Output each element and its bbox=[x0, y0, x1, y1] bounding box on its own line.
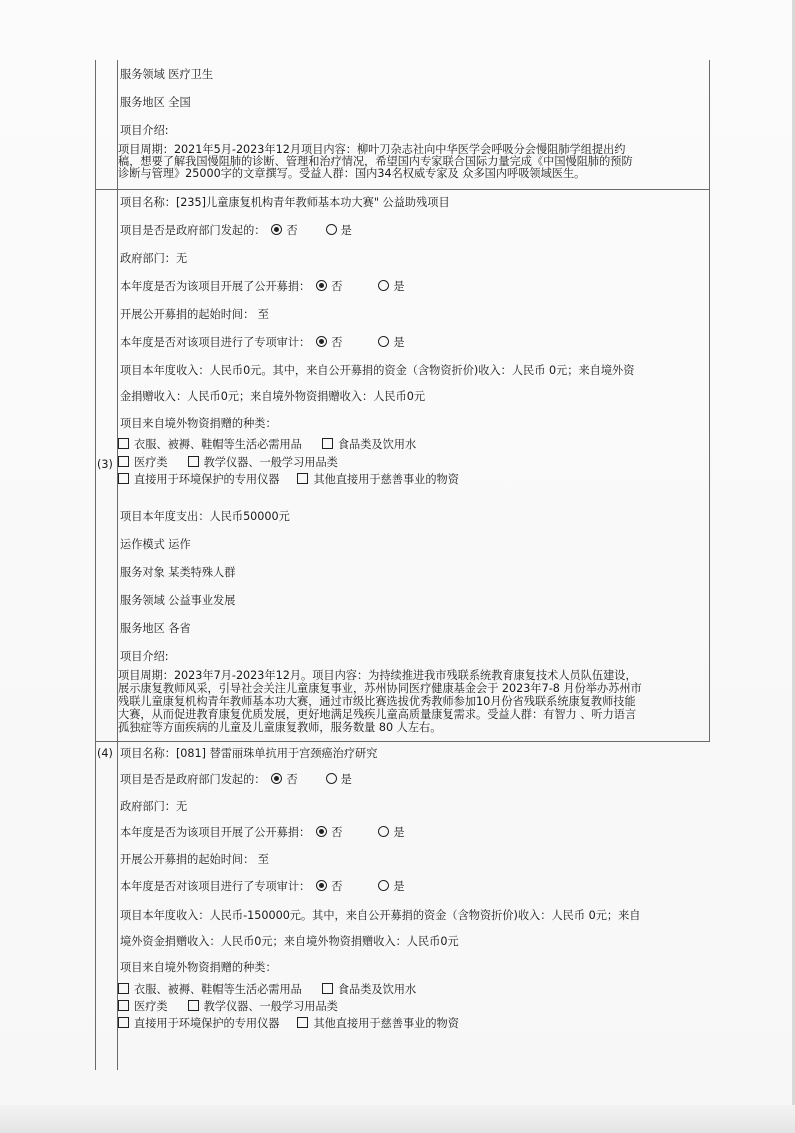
intro-line: 孤独症等方面疾病的儿童及儿童康复教师，服务数量 80 人左右。 bbox=[118, 721, 442, 734]
checkbox-environment[interactable] bbox=[118, 473, 129, 484]
goods-type-label: 项目来自境外物资捐赠的种类： bbox=[120, 961, 277, 974]
question-label: 本年度是否为该项目开展了公开募捐： bbox=[120, 280, 311, 293]
row-divider bbox=[95, 741, 710, 742]
intro-line: 项目周期：2021年5月-2023年12月项目内容：柳叶刀杂志社向中华医学会呼吸分会慢阻肺学组提出约 bbox=[118, 143, 626, 156]
checkbox-label: 医疗类 bbox=[134, 1000, 168, 1013]
checkbox-medical[interactable] bbox=[118, 1000, 129, 1011]
gov-dept: 政府部门：无 bbox=[120, 800, 188, 813]
option-yes-label: 是 bbox=[340, 773, 352, 786]
checkbox-row bbox=[118, 1000, 338, 1014]
question-label: 本年度是否为该项目开展了公开募捐： bbox=[120, 826, 311, 839]
checkbox-medical[interactable] bbox=[118, 456, 129, 467]
expense: 项目本年度支出：人民币50000元 bbox=[120, 510, 290, 523]
operation-mode: 运作模式 运作 bbox=[120, 538, 191, 551]
checkbox-row bbox=[118, 438, 416, 452]
service-area: 服务领域 医疗卫生 bbox=[120, 68, 214, 81]
question-label: 项目是否是政府部门发起的： bbox=[120, 224, 266, 237]
fundraise-question bbox=[120, 280, 405, 294]
radio-yes[interactable] bbox=[326, 773, 337, 784]
income-line: 金捐赠收入：人民币0元；来自境外物资捐赠收入：人民币0元 bbox=[120, 390, 426, 403]
audit-question bbox=[120, 880, 405, 894]
radio-yes[interactable] bbox=[326, 224, 337, 235]
radio-no-selected[interactable] bbox=[271, 224, 282, 235]
option-yes-label: 是 bbox=[393, 880, 405, 893]
checkbox-label: 衣服、被褥、鞋帽等生活必需用品 bbox=[134, 438, 302, 451]
question-label: 项目是否是政府部门发起的： bbox=[120, 773, 266, 786]
intro-line: 残联儿童康复机构青年教师基本功大赛，通过市级比赛选拔优秀教师参加10月份省残联系统康复教师技能 bbox=[118, 695, 636, 708]
checkbox-label: 直接用于环境保护的专用仪器 bbox=[134, 473, 280, 486]
intro-line: 稿，想要了解我国慢阻肺的诊断、管理和治疗情况，希望国内专家联合国际力量完成《中国慢阻肺的预防 bbox=[118, 155, 633, 168]
row-number: (4) bbox=[97, 747, 113, 760]
row-divider bbox=[95, 189, 710, 190]
gov-initiated-question bbox=[120, 224, 352, 238]
radio-no-selected[interactable] bbox=[316, 880, 327, 891]
radio-no-selected[interactable] bbox=[316, 336, 327, 347]
checkbox-label: 教学仪器、一般学习用品类 bbox=[203, 456, 338, 469]
service-region: 服务地区 全国 bbox=[120, 96, 191, 109]
option-yes-label: 是 bbox=[393, 826, 405, 839]
checkbox-label: 其他直接用于慈善事业的物资 bbox=[313, 473, 459, 486]
checkbox-teaching[interactable] bbox=[188, 1000, 199, 1011]
service-target: 服务对象 某类特殊人群 bbox=[120, 566, 236, 579]
option-no-label: 否 bbox=[286, 224, 298, 237]
intro-line: 大赛，从而促进教育康复优质发展，更好地满足残疾儿童高质量康复需求。受益人群：有智力 、听力语言 bbox=[118, 708, 637, 721]
scan-edge-bottom bbox=[0, 1105, 795, 1133]
radio-no-selected[interactable] bbox=[316, 826, 327, 837]
service-area: 服务领域 公益事业发展 bbox=[120, 594, 236, 607]
option-yes-label: 是 bbox=[393, 280, 405, 293]
project-name: 项目名称：[235]儿童康复机构青年教师基本功大赛" 公益助残项目 bbox=[120, 196, 450, 209]
goods-type-label: 项目来自境外物资捐赠的种类： bbox=[120, 417, 277, 430]
checkbox-environment[interactable] bbox=[118, 1017, 129, 1028]
option-no-label: 否 bbox=[331, 336, 343, 349]
checkbox-other-charity[interactable] bbox=[297, 1017, 308, 1028]
question-label: 本年度是否对该项目进行了专项审计： bbox=[120, 880, 311, 893]
checkbox-food[interactable] bbox=[322, 983, 333, 994]
option-no-label: 否 bbox=[286, 773, 298, 786]
intro-label: 项目介绍: bbox=[120, 124, 169, 137]
checkbox-label: 衣服、被褥、鞋帽等生活必需用品 bbox=[134, 983, 302, 996]
radio-yes[interactable] bbox=[378, 336, 389, 347]
gov-dept: 政府部门：无 bbox=[120, 252, 188, 265]
checkbox-row bbox=[118, 983, 416, 997]
checkbox-label: 直接用于环境保护的专用仪器 bbox=[134, 1017, 280, 1030]
checkbox-row bbox=[118, 473, 459, 487]
intro-line: 展示康复教师风采，引导社会关注儿童康复事业，苏州协同医疗健康基金会于 2023年7-8 月份举办苏州市 bbox=[118, 682, 642, 695]
table-inner-border bbox=[117, 60, 118, 1070]
option-no-label: 否 bbox=[331, 880, 343, 893]
income-line: 项目本年度收入：人民币-150000元。其中，来自公开募捐的资金（含物资折价)收入：人民币 0元；来自 bbox=[120, 909, 641, 922]
checkbox-label: 食品类及饮用水 bbox=[337, 983, 417, 996]
fundraise-time: 开展公开募捐的起始时间： 至 bbox=[120, 308, 269, 321]
service-region: 服务地区 各省 bbox=[120, 622, 191, 635]
checkbox-teaching[interactable] bbox=[188, 456, 199, 467]
project-name: 项目名称：[081] 替雷丽珠单抗用于宫颈癌治疗研究 bbox=[120, 747, 378, 760]
income-line: 项目本年度收入：人民币0元。其中，来自公开募捐的资金（含物资折价)收入：人民币 0元；来自境外资 bbox=[120, 364, 635, 377]
checkbox-clothes[interactable] bbox=[118, 983, 129, 994]
intro-line: 项目周期：2023年7月-2023年12月。项目内容：为持续推进我市残联系统教育康复技术人员队伍建设， bbox=[118, 669, 637, 682]
checkbox-row bbox=[118, 1017, 459, 1031]
intro-line: 诊断与管理》25000字的文章撰写。受益人群：国内34名权威专家及 众多国内呼吸领域医生。 bbox=[118, 167, 586, 180]
checkbox-row bbox=[118, 456, 338, 470]
radio-yes[interactable] bbox=[378, 880, 389, 891]
option-yes-label: 是 bbox=[393, 336, 405, 349]
option-no-label: 否 bbox=[331, 280, 343, 293]
intro-label: 项目介绍: bbox=[120, 650, 169, 663]
radio-no-selected[interactable] bbox=[316, 280, 327, 291]
gov-initiated-question bbox=[120, 773, 352, 787]
fundraise-question bbox=[120, 826, 405, 840]
radio-yes[interactable] bbox=[378, 826, 389, 837]
table-left-border bbox=[95, 60, 96, 1070]
radio-yes[interactable] bbox=[378, 280, 389, 291]
option-no-label: 否 bbox=[331, 826, 343, 839]
checkbox-clothes[interactable] bbox=[118, 438, 129, 449]
checkbox-food[interactable] bbox=[322, 438, 333, 449]
option-yes-label: 是 bbox=[340, 224, 352, 237]
radio-no-selected[interactable] bbox=[271, 773, 282, 784]
row-number: (3) bbox=[97, 458, 113, 471]
checkbox-label: 其他直接用于慈善事业的物资 bbox=[313, 1017, 459, 1030]
question-label: 本年度是否对该项目进行了专项审计： bbox=[120, 336, 311, 349]
audit-question bbox=[120, 336, 405, 350]
checkbox-label: 教学仪器、一般学习用品类 bbox=[203, 1000, 338, 1013]
fundraise-time: 开展公开募捐的起始时间： 至 bbox=[120, 853, 269, 866]
checkbox-label: 食品类及饮用水 bbox=[337, 438, 417, 451]
checkbox-other-charity[interactable] bbox=[297, 473, 308, 484]
checkbox-label: 医疗类 bbox=[134, 456, 168, 469]
table-right-border bbox=[709, 60, 710, 742]
income-line: 境外资金捐赠收入：人民币0元；来自境外物资捐赠收入：人民币0元 bbox=[120, 935, 459, 948]
